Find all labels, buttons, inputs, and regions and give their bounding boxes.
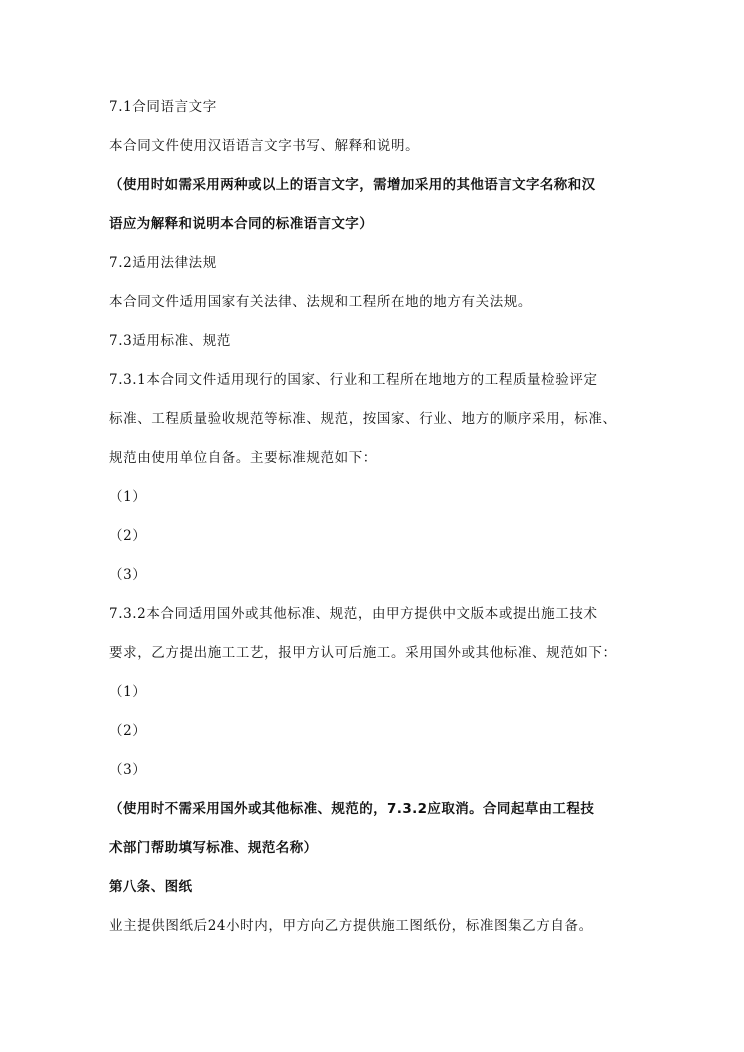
list-item: （2） — [109, 528, 147, 544]
paragraph: 业主提供图纸后24小时内，甲方向乙方提供施工图纸份，标准图集乙方自备。 — [109, 918, 593, 934]
article-heading: 第八条、图纸 — [109, 879, 193, 895]
paragraph-line: 要求，乙方提出施工工艺，报甲方认可后施工。采用国外或其他标准、规范如下： — [109, 645, 617, 661]
section-heading-7-3: 7.3适用标准、规范 — [109, 333, 231, 349]
list-item: （1） — [109, 489, 147, 505]
note-line: （使用时如需采用两种或以上的语言文字，需增加采用的其他语言文字名称和汉 — [109, 177, 596, 193]
list-item: （3） — [109, 762, 147, 778]
paragraph-line: 标准、工程质量验收规范等标准、规范，按国家、行业、地方的顺序采用，标准、 — [109, 411, 617, 427]
paragraph-line: 7.3.1本合同文件适用现行的国家、行业和工程所在地地方的工程质量检验评定 — [109, 372, 598, 388]
list-item: （3） — [109, 567, 147, 583]
section-heading-7-1: 7.1合同语言文字 — [109, 99, 217, 115]
note-line: 术部门帮助填写标准、规范名称） — [109, 840, 318, 856]
note-line: 语应为解释和说明本合同的标准语言文字） — [109, 216, 374, 232]
list-item: （1） — [109, 684, 147, 700]
paragraph-line: 规范由使用单位自备。主要标准规范如下： — [109, 450, 377, 466]
section-heading-7-2: 7.2适用法律法规 — [109, 255, 217, 271]
list-item: （2） — [109, 723, 147, 739]
paragraph: 本合同文件适用国家有关法律、法规和工程所在地的地方有关法规。 — [109, 294, 532, 310]
note-line: （使用时不需采用国外或其他标准、规范的，7.3.2应取消。合同起草由工程技 — [109, 801, 595, 817]
paragraph-line: 7.3.2本合同适用国外或其他标准、规范，由甲方提供中文版本或提出施工技术 — [109, 606, 598, 622]
paragraph: 本合同文件使用汉语语言文字书写、解释和说明。 — [109, 138, 420, 154]
